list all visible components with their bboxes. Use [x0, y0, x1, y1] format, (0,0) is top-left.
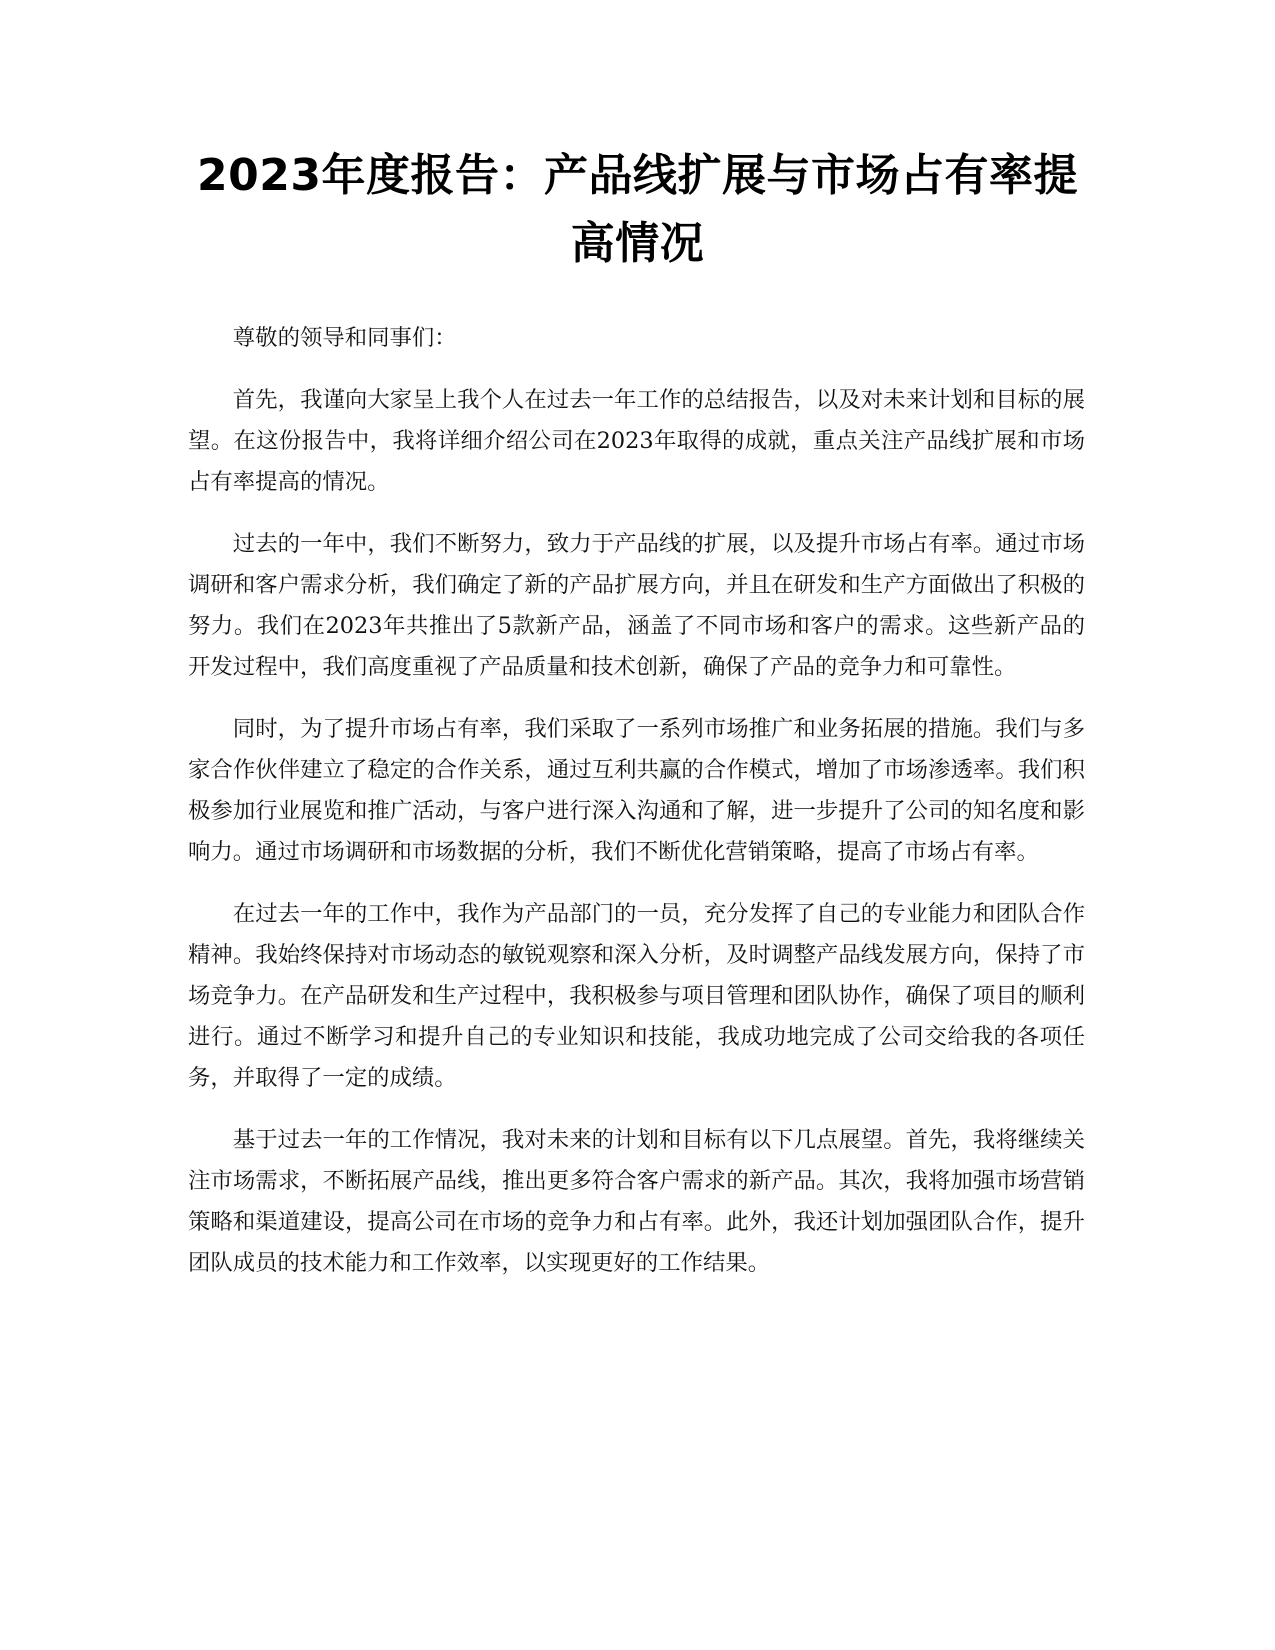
title-line-1: 2023年度报告：产品线扩展与市场占有率提	[197, 150, 1078, 201]
document-body	[188, 318, 1085, 1305]
intro-paragraph: 首先，我谨向大家呈上我个人在过去一年工作的总结报告，以及对未来计划和目标的展望。在这份报告中，我将详细介绍公司在2023年取得的成就，重点关注产品线扩展和市场占有率提高的情况。	[188, 387, 1085, 495]
document-title	[180, 142, 1095, 278]
market-share-paragraph: 同时，为了提升市场占有率，我们采取了一系列市场推广和业务拓展的措施。我们与多家合作伙伴建立了稳定的合作关系，通过互利共赢的合作模式，增加了市场渗透率。我们积极参加行业展览和推广活动，与客户进行深入沟通和了解，进一步提升了公司的知名度和影响力。通过市场调研和市场数据的分析，我们不断优化营销策略，提高了市场占有率。	[188, 716, 1085, 865]
title-line-2: 高情况	[570, 218, 705, 269]
personal-work-paragraph: 在过去一年的工作中，我作为产品部门的一员，充分发挥了自己的专业能力和团队合作精神。我始终保持对市场动态的敏锐观察和深入分析，及时调整产品线发展方向，保持了市场竞争力。在产品研发和生产过程中，我积极参与项目管理和团队协作，确保了项目的顺利进行。通过不断学习和提升自己的专业知识和技能，我成功地完成了公司交给我的各项任务，并取得了一定的成绩。	[188, 901, 1085, 1091]
product-expansion-paragraph: 过去的一年中，我们不断努力，致力于产品线的扩展，以及提升市场占有率。通过市场调研和客户需求分析，我们确定了新的产品扩展方向，并且在研发和生产方面做出了积极的努力。我们在2023年共推出了5款新产品，涵盖了不同市场和客户的需求。这些新产品的开发过程中，我们高度重视了产品质量和技术创新，确保了产品的竞争力和可靠性。	[188, 531, 1085, 680]
salutation-paragraph: 尊敬的领导和同事们：	[232, 325, 457, 351]
future-plan-paragraph: 基于过去一年的工作情况，我对未来的计划和目标有以下几点展望。首先，我将继续关注市场需求，不断拓展产品线，推出更多符合客户需求的新产品。其次，我将加强市场营销策略和渠道建设，提高公司在市场的竞争力和占有率。此外，我还计划加强团队合作，提升团队成员的技术能力和工作效率，以实现更好的工作结果。	[188, 1127, 1085, 1276]
